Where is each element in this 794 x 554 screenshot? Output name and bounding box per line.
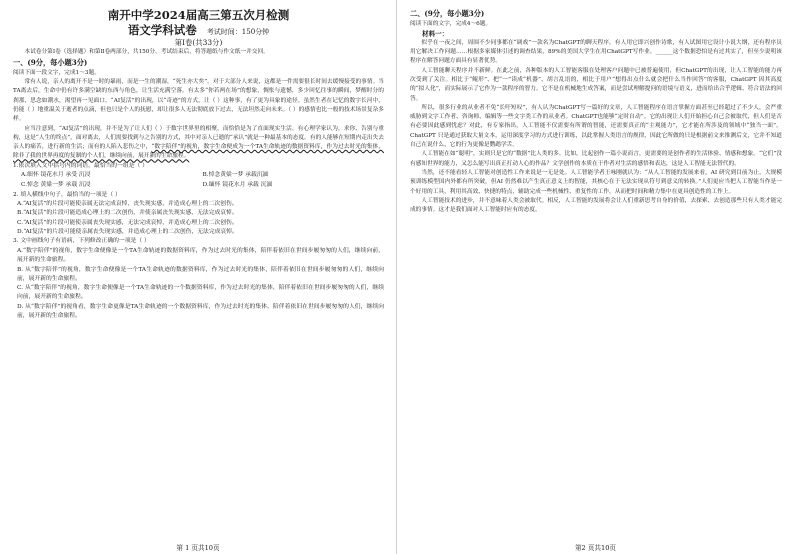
section2-intro: 阅读下面的文字，完成4～6题。 [410,20,492,27]
page-number-2: 第2 页共10页 [574,544,617,552]
question-3-option-a[interactable]: A.“数字陪伴”的视角，数字生命便像是一个TA生命轨迹的数据资料库，作为过去时光的集体，陪伴着依旧在世间步履匆匆的人们，继续向前，展开新的生命旅程。 [17,247,384,264]
passage-paragraph-1: 常有人说，亲人的离开不是一时的暴雨，而是一生的潮湿，“死生亦大矣”。对于大部分人来说，这都是一件需要很长时间去缓慢接受的事情。当TA离去后，生命中仍有许多满空缺的东西与角色，让生活充满空落。有太多“你若两在场”的想象，惆怅与遗憾，多少回忆往事的瞬间，梦醒时分的刹那，思念如潮水，渴望再一见面口。“AI复活”的出现，以“奇迹”的方式，让（ ）这种事，有了更为具象的途径。虽然生者在记忆的数字长河中，仍能（ ）地重温关于逝者的点滴，但也只是个人的抚慰，却让很多人无法彻底放下过去，无法坦然走向未来。（ ）的感情也比一般的技术场景复杂多样。 [13,79,384,123]
question-1-option-a[interactable]: A.细怀 镜花水月 承受 沉浸 [21,172,91,179]
exam-title: 南开中学2024届高三第五次月检测 [107,8,290,22]
material-paragraph-1: 似乎在一夜之间，周围不少同事都在“调戏”一款名为ChatGPT的聊天程序，有人用它即兴创作诗歌，有人试图用它设计小说大纲，还有程序员用它解决工作问题……根据多家媒体引述的调查结果，89%的美国大学生在用ChatGPT写作业。______这个数据恐怕是有过其实了，但至少说明该程序在解答问题方面具有显著优势。 [410,39,782,65]
question-2-option-c[interactable]: C.“AI复活”的片段可能使亲属丧失现实感，无法完成哀悼，并造成心理上的二次创伤。 [17,219,238,226]
volume-title: 第Ⅰ卷(共33分) [174,38,223,47]
material-paragraph-3: 所以，很多行业的从业者不免“长吁短叹”，有人认为ChatGPT写一篇好的文章，人工智能程序在语言掌握方面甚至已经超过了不少人，会严重威胁到文字工作者、咨询师、编辑等一些文字类工作的从业者。ChatGPT也能够“定时自动”。它的出现让人们开始担心自己会被取代，但人们是否有必要因此感到忧虑？对此，有专家指出，人工智能不仅需要有所谓的智能，还需要真正的“主观能力”，它才能在所涉及的领域中“独当一面”。ChatGPT 只是通过获取大量文本，运用深度学习的方式进行训练，以此掌握人类语言的规律，因此它所做的只是根据前文来推测后文，它并不知道自己在说什么，它的行为更像是鹦鹉学舌。 [410,104,782,149]
question-2-option-d[interactable]: D.“AI复活”的片段可能使亲属丧失现实感，并造成心理上的二次创伤，无法完成哀悼。 [17,229,238,236]
question-1-option-c[interactable]: C.悼念 黄粱一梦 承载 沉浸 [21,181,91,188]
exam-subtitle: 语文学科试卷 [127,23,197,37]
exam-time: 考试时间：150分钟 [206,28,270,36]
question-1-option-b[interactable]: B.悼念黄粱一梦 承载沉湎 [202,172,269,179]
section1-heading: 一、(9分，每小题3分) [13,58,88,68]
page-number-1: 第 1 页共10页 [176,544,220,552]
question-2-option-b[interactable]: B.“AI复活”的片段可能造成心理上的二次创伤，并使亲属丧失现实感，无法完成哀悼。 [17,210,238,217]
question-1-stem: 1.依次填入文中括号内的词语，最恰当的一组是（ ） [13,162,148,169]
question-3-option-d[interactable]: D. 从“数字陪伴”的视角看，数字生命更像是TA生命轨迹的一个数据资料库，作为过去时光的集体，陪伴着依旧在世间步履匆匆的人们，继续向前，展开新的生命旅程。 [17,303,384,319]
question-2-option-a[interactable]: A.“AI复活”的片段可能使亲属无法完成哀悼，丧失现实感，并造成心理上的二次创伤。 [17,201,238,208]
material-paragraph-5: 当然，还不能看轻人工智能对创造性工作来说是一无是处。人工智能学者王咏刚就认为：“从人工智能的发展来看，AI 研究到目前为止，大规模预训练模型国内外都有所突破，但AI 仍然难以产生真正意义上的智能，其核心在于无法实现从符号到意义的转换。”人们更应当把人工智能当作是一个好用的工具，利用其高效、快捷的特点，辅助完成一些机械性、重复性的工作，从而把时间和精力集中在更具创造性的工作上。 [410,169,782,195]
material-paragraph-4: 人工智能在如“聪明”，实则只是它的“数据”比人类的多。比如，比起创作一篇小说而言，更需要的是创作者的生活体验、情感和想象。“它们”没有感知世界的能力，又怎么能写出真正打动人心的作品？文学创作的本质在于作者对生活的感悟和表达，这是人工智能无法替代的。 [410,151,782,167]
material-paragraph-6: 人工智能技术的进步，并不意味着人类会被取代。相反，人工智能的发展将会让人们重新思考自身的价值，去探索、去创造那些只有人类才能完成的事情。这才是我们面对人工智能时应有的态度。 [410,197,782,214]
instructions: 本试卷分第Ⅰ卷（选择题）和第Ⅱ卷两部分，共150分。考试结束后，将答题纸与作文纸一并交回。 [24,49,269,55]
section1-intro: 阅读下面一段文字，完成1～3题。 [13,69,100,76]
material-paragraph-2: 人工智能聊天程序并不新鲜。在此之前，各种版本的人工智能客服在处理客户问题中已被普遍使用，但ChatGPT的出现，让人工智能的能力再次受到了关注。相比于“鲲形”、把“一”读成“机器”、胡言乱语的，相比于用户“想得出点什么就会把什么当作回答”的客服，ChatGPT 因其高度的“拟人化”，而实际展示了它作为一款程序的智力。它不是在机械地生成答案，而是尝试理解提问的语境与语义，进而给出合乎逻辑、符合语法的回答。 [410,67,782,102]
underlined-sentence: “数字陪伴”的视角，数字生命便成为一个TA生命轨迹的数据资料库，作为过去时光的集体，除非了我的世界再度的复制的个人们，继续向前，展开新的生命旅程。 [13,144,385,160]
question-1-options-row-1 [13,171,384,181]
exam-subtitle-row [13,23,384,37]
question-1-option-d[interactable]: D.缅怀 镜花水月 承载 沉湎 [202,181,273,188]
question-3-option-b[interactable]: B. 从“数字陪伴”的视角，数字生命便像是一个TA生命轨迹的数据资料库，作为过去时光的集体，陪伴着依旧在世间步履匆匆的人们，继续向前，展开新的生命旅程。 [17,266,384,282]
question-3-stem: 3. 文中画线句子有语病，下列修改正确的一项是（ ） [13,238,150,245]
question-2-stem: 2. 填入横线中句子，最恰当的一项是（ ） [13,191,121,198]
section2-heading: 二、(9分，每小题3分) [410,9,485,18]
exam-page-2 [397,0,794,554]
passage-paragraph-2 [13,125,384,162]
material-title: 材料一： [422,29,449,38]
question-3-option-c[interactable]: C. 从“数字陪伴”的视角，数字生命便像是一个TA生命轨迹的一个数据资料库，作为过去时光的集体，陪伴着依旧在世间步履匆匆的人们，继续向前，展开新的生命旅程。 [17,285,384,301]
question-1-options-row-2 [13,181,384,191]
passage-paragraph-2-text: 应当注意到，“AI复活”的出现，并不是为了让人们（ ）于数字世界里的相聚，而恰恰是为了直面现实生活。有心理学家认为，求你、告别与重构，这是“人生的终点”，面对离去，人们需要找到与之告别的方式，其中对亲人已逝的“承认”就是一种最基本的态度。有的人能够在短期内走出失去亲人的痛苦，进行新的生活；而有的人陷入悲伤之中，“数字陪伴”的视角，数字生命便成为一个TA生命轨迹的数据资料库，作为过去时光的集体，除非了我的世界再度的复制的个人们，继续向前，展开新的生命旅程。 [13,125,385,160]
